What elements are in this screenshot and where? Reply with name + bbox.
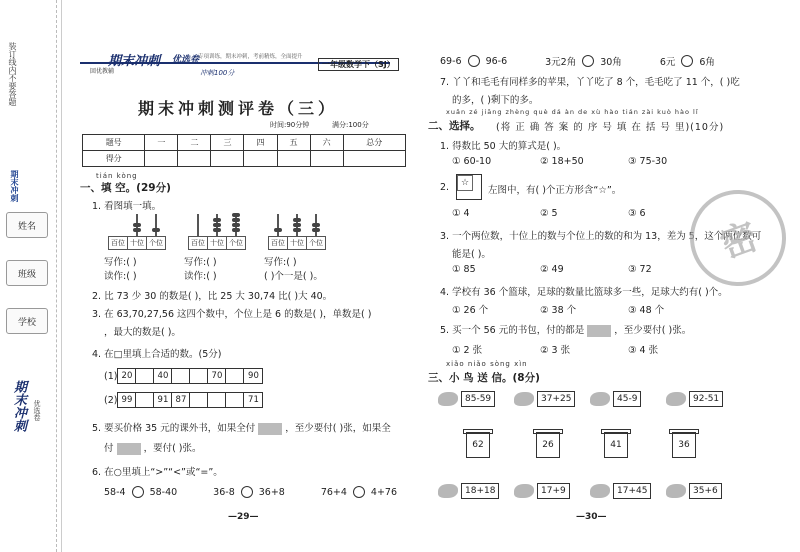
- full-score: 满分:100分: [332, 121, 369, 129]
- seq-cell[interactable]: 87: [172, 393, 190, 407]
- q4-text: 4. 在□里填上合适的数。(5分): [92, 349, 222, 360]
- bird-icon: [590, 484, 610, 498]
- sec2-title: 二、选择。: [428, 120, 481, 132]
- binding-margin: [0, 0, 62, 552]
- banknote-image: [587, 325, 611, 337]
- q7-text: 7. 丫丫和毛毛有同样多的苹果，丫丫吃了 8 个，毛毛吃了 11 个，( )吃: [440, 77, 740, 88]
- abacus-rod: [197, 214, 199, 236]
- c5-text: [440, 322, 691, 337]
- score-header: 六: [310, 135, 343, 151]
- score-header: 一: [145, 135, 178, 151]
- bead: [293, 223, 301, 227]
- bead: [232, 228, 240, 232]
- compare-right: 4+76: [370, 486, 398, 498]
- header-brand: 期末冲刺: [108, 54, 161, 69]
- compare-right: 96-6: [485, 55, 508, 67]
- compare-right: 30角: [600, 57, 622, 68]
- seq-cell[interactable]: [190, 393, 208, 407]
- seq-cell[interactable]: [190, 369, 208, 383]
- score-cell[interactable]: [310, 151, 343, 167]
- abacus-label: 个位: [309, 239, 323, 247]
- slogan: 冲刺100分: [200, 69, 235, 77]
- cut-line: [56, 0, 57, 552]
- score-cell[interactable]: [145, 151, 178, 167]
- score-header: 总分: [343, 135, 405, 151]
- bird-expression[interactable]: 92-51: [689, 391, 723, 407]
- bird-icon: [438, 484, 458, 498]
- score-header: 四: [244, 135, 277, 151]
- star-icon: ☆: [457, 175, 473, 191]
- exam-time: 时间:90分钟: [270, 121, 310, 129]
- compare-circle[interactable]: [241, 486, 253, 498]
- bird-expression[interactable]: 85-59: [461, 391, 495, 407]
- bird-icon: [514, 392, 534, 406]
- c3-text: 3. 一个两位数，十位上的数与个位上的数的和为 13，差为 5，这个两位数可: [440, 231, 762, 242]
- mailbox-house[interactable]: 26: [536, 432, 560, 458]
- q4-row-1: [104, 368, 263, 384]
- compare-left: 36-8: [213, 486, 235, 498]
- bead: [274, 228, 282, 232]
- c4-opt-1[interactable]: ① 26 个: [452, 305, 489, 316]
- q5-part-c: 付: [104, 443, 114, 454]
- seq-cell[interactable]: [136, 369, 154, 383]
- bead: [213, 218, 221, 222]
- bird-expression[interactable]: 45-9: [613, 391, 641, 407]
- c3-text-cont: 能是( )。: [452, 249, 491, 260]
- compare-left: 69-6: [440, 55, 462, 67]
- tagline: 专项训练，期末冲刺，考前精炼，全面提升: [198, 54, 303, 60]
- c1-opt-2[interactable]: ② 18+50: [540, 156, 584, 167]
- abacus-3: [268, 218, 326, 258]
- seq-cell[interactable]: 20: [118, 369, 136, 383]
- seq-cell[interactable]: [208, 393, 226, 407]
- score-cell[interactable]: [211, 151, 244, 167]
- score-row-label: 得分: [83, 151, 145, 167]
- score-header: 五: [277, 135, 310, 151]
- bird-expression[interactable]: 17+45: [613, 483, 651, 499]
- bead: [232, 213, 240, 217]
- bead: [312, 223, 320, 227]
- abacus-rod: [277, 214, 279, 236]
- bird-icon: [590, 392, 610, 406]
- grade-badge: 一年级数学下（SJ）: [318, 58, 399, 71]
- bead: [232, 223, 240, 227]
- bird-expression[interactable]: 18+18: [461, 483, 499, 499]
- bead: [213, 223, 221, 227]
- q1-write-1[interactable]: 写作:( ): [104, 257, 137, 268]
- q3-text-cont: ，最大的数是( )。: [104, 327, 181, 338]
- number-sequence: [117, 368, 263, 384]
- q1-write-2[interactable]: 写作:( ): [184, 257, 217, 268]
- q5-text: [92, 420, 391, 435]
- c2-opt-1[interactable]: ① 4: [452, 208, 470, 219]
- abacus-label: 百位: [269, 237, 288, 249]
- abacus-label: 个位: [229, 239, 243, 247]
- bird-letter: [666, 390, 756, 408]
- bird-icon: [514, 484, 534, 498]
- c4-opt-2[interactable]: ② 38 个: [540, 305, 577, 316]
- bird-icon: [666, 484, 686, 498]
- q5-part-a: 5. 要买价格 35 元的课外书，如果全付: [92, 423, 256, 434]
- bead: [133, 228, 141, 232]
- c5-opt-3[interactable]: ③ 4 张: [628, 345, 659, 356]
- q6-text: 6. 在○里填上“>”“<”或“=”。: [92, 467, 223, 478]
- bead: [232, 218, 240, 222]
- bead: [312, 228, 320, 232]
- c5-part-a: 5. 买一个 56 元的书包，付的都是: [440, 325, 585, 336]
- header-brand-sub: 优选卷: [172, 55, 200, 65]
- mailbox-house[interactable]: 36: [672, 432, 696, 458]
- compare-circle[interactable]: [582, 55, 594, 67]
- bird-expression[interactable]: 37+25: [537, 391, 575, 407]
- abacus-label: 百位: [109, 237, 128, 249]
- seq-cell[interactable]: [172, 369, 190, 383]
- compare-left: 6元: [659, 57, 676, 68]
- abacus-label: 十位: [128, 237, 147, 249]
- q1-read-1[interactable]: 读作:( ): [104, 271, 137, 282]
- c3-opt-2[interactable]: ② 49: [540, 264, 564, 275]
- c3-opt-1[interactable]: ① 85: [452, 264, 476, 275]
- score-cell[interactable]: [178, 151, 211, 167]
- name-field[interactable]: 姓名: [6, 212, 48, 238]
- sec2-pinyin: xuǎn zé jiāng zhèng què dá àn de xù hào tián zài kuò hào lǐ: [446, 108, 699, 116]
- score-cell[interactable]: [343, 151, 405, 167]
- bead: [133, 223, 141, 227]
- q4-row-2: [104, 392, 263, 408]
- abacus-rod: [155, 214, 157, 236]
- square-grid-figure: [456, 174, 482, 200]
- publisher: 回优教辅: [90, 68, 115, 75]
- q1-text: 1. 看图填一填。: [92, 201, 162, 212]
- seq-cell[interactable]: [226, 369, 244, 383]
- q7-text-cont: 的多，( )剩下的多。: [452, 95, 539, 106]
- score-header: 题号: [83, 135, 145, 151]
- c1-opt-1[interactable]: ① 60-10: [452, 156, 492, 167]
- bead: [213, 228, 221, 232]
- abacus-1: [108, 218, 166, 258]
- page-title: 期末冲刺测评卷（三）: [138, 99, 339, 118]
- q2-text: 2. 比 73 少 30 的数是( )，比 25 大 30,74 比( )大 40。: [92, 291, 333, 302]
- q5-part-d: ，要付( )张。: [143, 443, 202, 454]
- bead: [293, 218, 301, 222]
- compare-left: 3元2角: [545, 57, 577, 68]
- seq-cell[interactable]: [226, 393, 244, 407]
- c1-text: 1. 得数比 50 大的算式是( )。: [440, 141, 567, 152]
- c2-text: 左图中，有( )个正方形含“☆”。: [488, 185, 622, 196]
- c5-part-b: ，至少要付( )张。: [614, 325, 692, 336]
- confidential-stamp: 密: [676, 176, 799, 299]
- abacus-label-row: [188, 236, 246, 250]
- sec1-pinyin: tián kòng: [96, 172, 138, 180]
- score-header: 三: [211, 135, 244, 151]
- q6-row: [104, 486, 397, 498]
- c1-opt-3[interactable]: ③ 75-30: [628, 156, 668, 167]
- sec1-title: 一、填 空。(29分): [80, 182, 171, 194]
- number-sequence: [117, 392, 263, 408]
- sec3-title: 三、小 鸟 送 信。(8分): [428, 372, 540, 384]
- page-number-right: —30—: [576, 512, 607, 522]
- score-header: 二: [178, 135, 211, 151]
- compare-right: 36+8: [258, 486, 285, 498]
- seq-cell[interactable]: 70: [208, 369, 226, 383]
- bird-expression[interactable]: 17+9: [537, 483, 570, 499]
- page-number-left: —29—: [228, 512, 259, 522]
- abacus-label: 十位: [208, 237, 227, 249]
- c2-number: 2.: [440, 182, 450, 193]
- bird-expression[interactable]: 35+6: [689, 483, 722, 499]
- q5-part-b: ，至少要付( )张，如果全: [285, 423, 391, 434]
- school-field[interactable]: 学校: [6, 308, 48, 334]
- score-cell[interactable]: [277, 151, 310, 167]
- bird-letter: [666, 482, 756, 500]
- seq-cell[interactable]: 91: [154, 393, 172, 407]
- banknote-image: [258, 423, 282, 435]
- mailbox-house[interactable]: 62: [466, 432, 490, 458]
- bead: [293, 228, 301, 232]
- q4-row-label: (2): [104, 394, 118, 406]
- q6-row-2: [440, 54, 715, 68]
- compare-right: 58-40: [149, 486, 178, 498]
- compare-circle[interactable]: [353, 486, 365, 498]
- q3-text: 3. 在 63,70,27,56 这四个数中，个位上是 6 的数是( )，单数是( ): [92, 309, 372, 320]
- compare-circle[interactable]: [132, 486, 144, 498]
- c5-opt-2[interactable]: ② 3 张: [540, 345, 571, 356]
- banknote-image: [117, 443, 141, 455]
- seq-cell[interactable]: 99: [118, 393, 136, 407]
- q1-read-2[interactable]: 读作:( ): [184, 271, 217, 282]
- c3-opt-3[interactable]: ③ 72: [628, 264, 652, 275]
- bird-icon: [666, 392, 686, 406]
- sec3-pinyin: xiǎo niǎo sòng xìn: [446, 360, 528, 368]
- binding-brand-top: 期末冲刺: [10, 170, 19, 202]
- compare-right: 6角: [699, 57, 715, 68]
- compare-circle[interactable]: [681, 55, 693, 67]
- score-table: [82, 134, 406, 167]
- q4-row-label: (1): [104, 370, 118, 382]
- c5-opt-1[interactable]: ① 2 张: [452, 345, 483, 356]
- c4-opt-3[interactable]: ③ 48 个: [628, 305, 665, 316]
- abacus-label: 百位: [189, 237, 208, 249]
- q5-text-cont: [104, 440, 202, 455]
- bird-icon: [438, 392, 458, 406]
- seq-cell[interactable]: 90: [248, 371, 259, 381]
- compare-left: 76+4: [320, 486, 347, 498]
- q1-write-3[interactable]: 写作:( ): [264, 257, 297, 268]
- sec2-subtitle: (将 正 确 答 案 的 序 号 填 在 括 号 里)(10分): [496, 122, 725, 133]
- q1-read-3[interactable]: ( )个一是( )。: [264, 271, 323, 282]
- bead: [152, 228, 160, 232]
- compare-left: 58-4: [104, 486, 126, 498]
- abacus-label: 十位: [288, 237, 307, 249]
- mailbox-house[interactable]: 41: [604, 432, 628, 458]
- class-field[interactable]: 班级: [6, 260, 48, 286]
- seq-cell[interactable]: 71: [248, 395, 259, 405]
- compare-circle[interactable]: [468, 55, 480, 67]
- c2-opt-2[interactable]: ② 5: [540, 208, 558, 219]
- binding-notice: 装订线内不要答题: [8, 42, 17, 106]
- c2-opt-3[interactable]: ③ 6: [628, 208, 646, 219]
- score-cell[interactable]: [244, 151, 277, 167]
- abacus-label: 个位: [149, 239, 163, 247]
- binding-brand: 期末冲刺: [11, 380, 26, 432]
- c4-text: 4. 学校有 36 个篮球，足球的数量比篮球多一些，足球大约有( )个。: [440, 287, 728, 298]
- seq-cell[interactable]: 40: [154, 369, 172, 383]
- seq-cell[interactable]: [136, 393, 154, 407]
- abacus-label-row: [108, 236, 166, 250]
- abacus-2: [188, 218, 246, 258]
- binding-brand-sub: 优选卷: [33, 400, 41, 421]
- abacus-label-row: [268, 236, 326, 250]
